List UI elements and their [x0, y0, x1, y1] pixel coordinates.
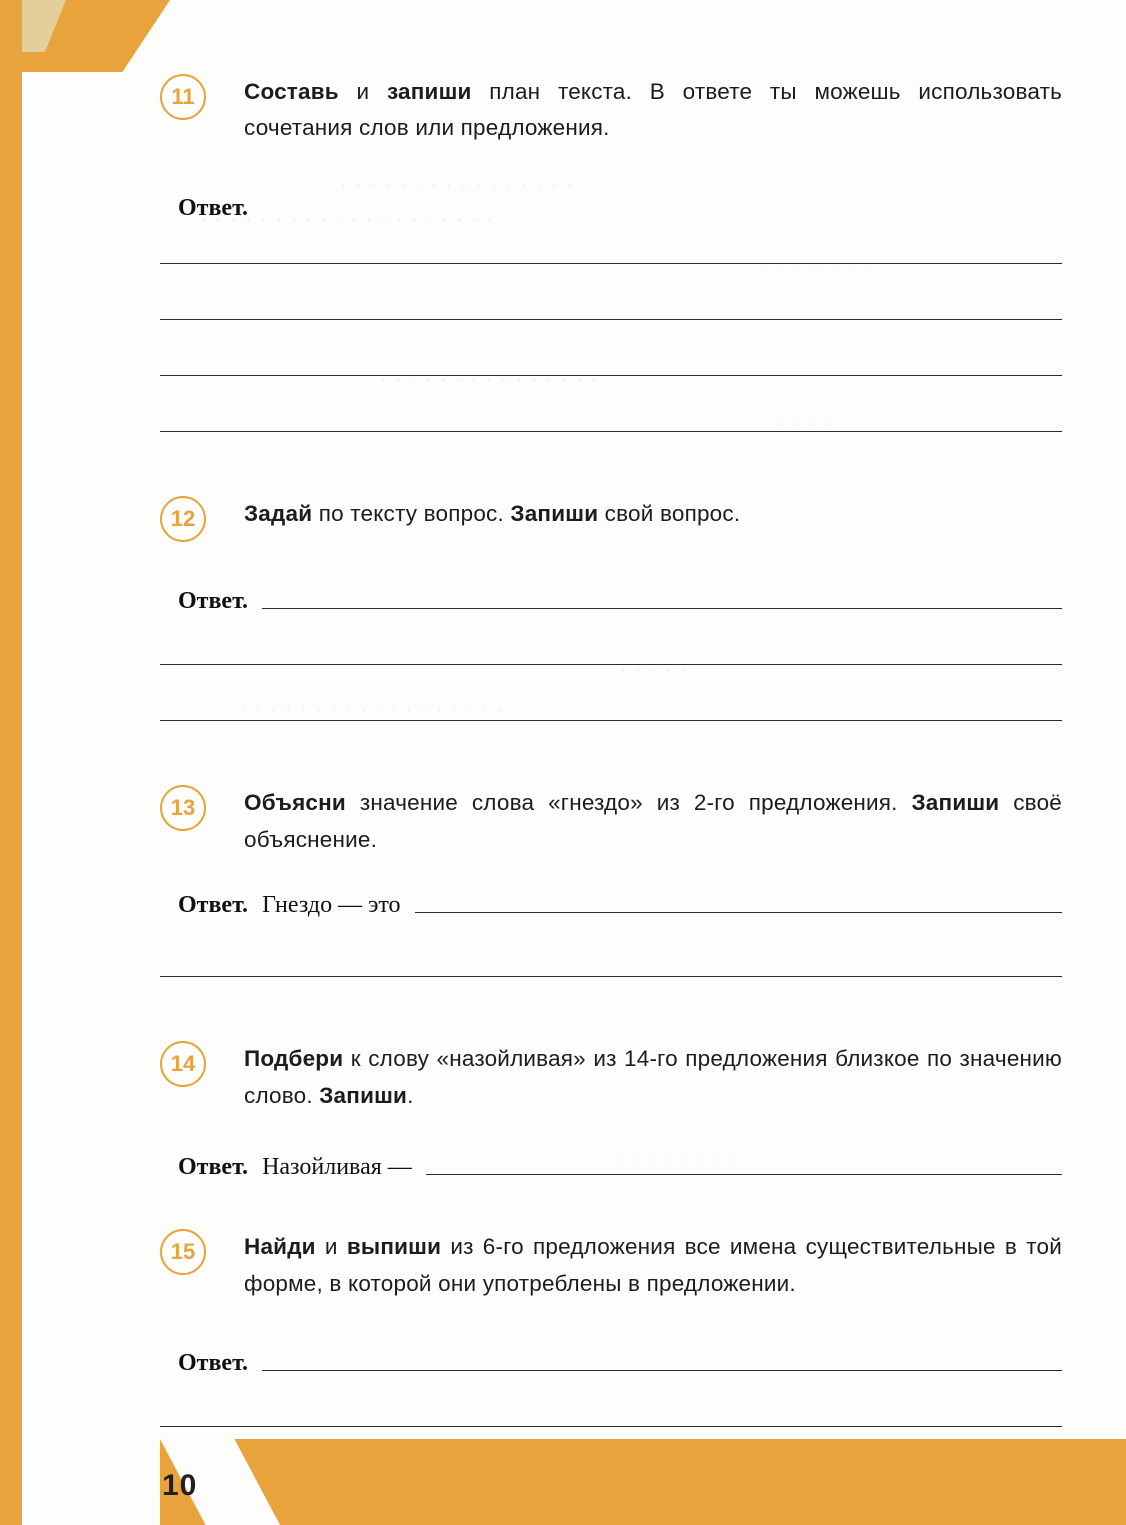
page-number: 10 [162, 1469, 198, 1502]
answer-line[interactable] [160, 1425, 1062, 1427]
answer-lines-12 [160, 663, 1062, 721]
task-keyword: Объясни [244, 790, 346, 816]
ghost-text: · · · · · · · · [760, 254, 874, 275]
task-text-part: . [407, 1082, 414, 1108]
task-keyword: Запиши [319, 1082, 408, 1108]
task-number-badge: 12 [160, 496, 206, 542]
task-text [244, 74, 1062, 147]
task-text-part: своё объяснение. [244, 790, 1062, 852]
task-text [244, 785, 1062, 858]
task-text-part: по тексту вопрос. [312, 500, 511, 526]
answer-label: Ответ. [178, 588, 249, 615]
ghost-text: · · · · · · · · · · · · · · · · · · · · [200, 210, 495, 231]
ghost-text: · · · · · [620, 660, 689, 681]
task-text-part: к слову «назойливая» из 14-го предложения близкое по значению слово. [244, 1046, 1062, 1108]
task-text-part: значение слова «гнездо» из 2-го предложения. [345, 790, 912, 816]
answer-line[interactable] [262, 1369, 1062, 1371]
answer-line[interactable] [160, 262, 1062, 264]
answer-prefix: Назойливая — [262, 1154, 412, 1181]
task-15 [160, 1229, 1062, 1302]
answer-label: Ответ. [178, 1349, 249, 1376]
decorative-left-bar [0, 0, 22, 1525]
ghost-text: · · · · · · · · · · · · · · · · [340, 176, 575, 197]
task-text-part: из 6-го предложения все имена существительные в той форме, в которой они употреблены в предложении. [244, 1234, 1062, 1296]
answer-lines-11 [160, 262, 1062, 432]
answer-block-11 [178, 195, 1062, 222]
answer-row [178, 1154, 1062, 1181]
answer-row [178, 892, 1062, 919]
ghost-text: · · · · · · · · · · · · · · · · · · [240, 700, 505, 721]
ghost-text: · · · · · · · · · · · · · · · [380, 370, 600, 391]
task-text [244, 1041, 1062, 1114]
ghost-text: · · · · [780, 414, 834, 435]
task-text-part: свой вопрос. [598, 500, 741, 526]
task-keyword: запиши [386, 79, 472, 104]
task-keyword: Найди [244, 1234, 316, 1260]
task-14 [160, 1041, 1062, 1114]
answer-block-15 [178, 1350, 1062, 1377]
answer-line[interactable] [160, 374, 1062, 376]
answer-label: Ответ. [178, 194, 249, 221]
answer-line[interactable] [160, 318, 1062, 320]
task-text-part: и [338, 79, 387, 104]
task-number-badge: 13 [160, 785, 206, 831]
answer-lines-15 [160, 1425, 1062, 1427]
answer-block-14 [178, 1154, 1062, 1181]
task-keyword: Задай [244, 500, 313, 526]
decorative-bottom-left-bar [0, 1439, 22, 1525]
answer-line[interactable] [160, 663, 1062, 665]
task-11 [160, 74, 1062, 147]
ghost-text: · · · · · · · · [620, 1150, 734, 1171]
decorative-top-corner [0, 0, 170, 72]
task-text-part: и [315, 1234, 347, 1260]
answer-line[interactable] [415, 911, 1062, 913]
answer-row [178, 1350, 1062, 1377]
task-keyword: выпиши [346, 1234, 442, 1260]
task-keyword: Подбери [244, 1046, 344, 1072]
task-number-badge: 14 [160, 1041, 206, 1087]
answer-label: Ответ. [178, 892, 249, 919]
answer-block-12 [178, 588, 1062, 615]
task-text [244, 1229, 1062, 1302]
answer-row [178, 588, 1062, 615]
answer-line[interactable] [262, 607, 1062, 609]
task-text-part: план текста. В ответе ты можешь использовать сочетания слов или предложения. [244, 79, 1062, 141]
task-keyword: Составь [244, 79, 339, 104]
task-keyword: Запиши [510, 500, 599, 526]
task-keyword: Запиши [911, 790, 1000, 816]
answer-label: Ответ. [178, 1154, 249, 1181]
tasks-container [160, 74, 1062, 1427]
answer-line[interactable] [426, 1173, 1062, 1175]
decorative-bottom-left [0, 1439, 160, 1525]
task-number-badge: 15 [160, 1229, 206, 1275]
answer-block-13 [178, 892, 1062, 919]
answer-prefix: Гнездо — это [262, 892, 401, 919]
task-13 [160, 785, 1062, 858]
task-number-badge: 11 [160, 74, 206, 120]
task-12 [160, 496, 1062, 532]
task-text [244, 496, 1062, 532]
